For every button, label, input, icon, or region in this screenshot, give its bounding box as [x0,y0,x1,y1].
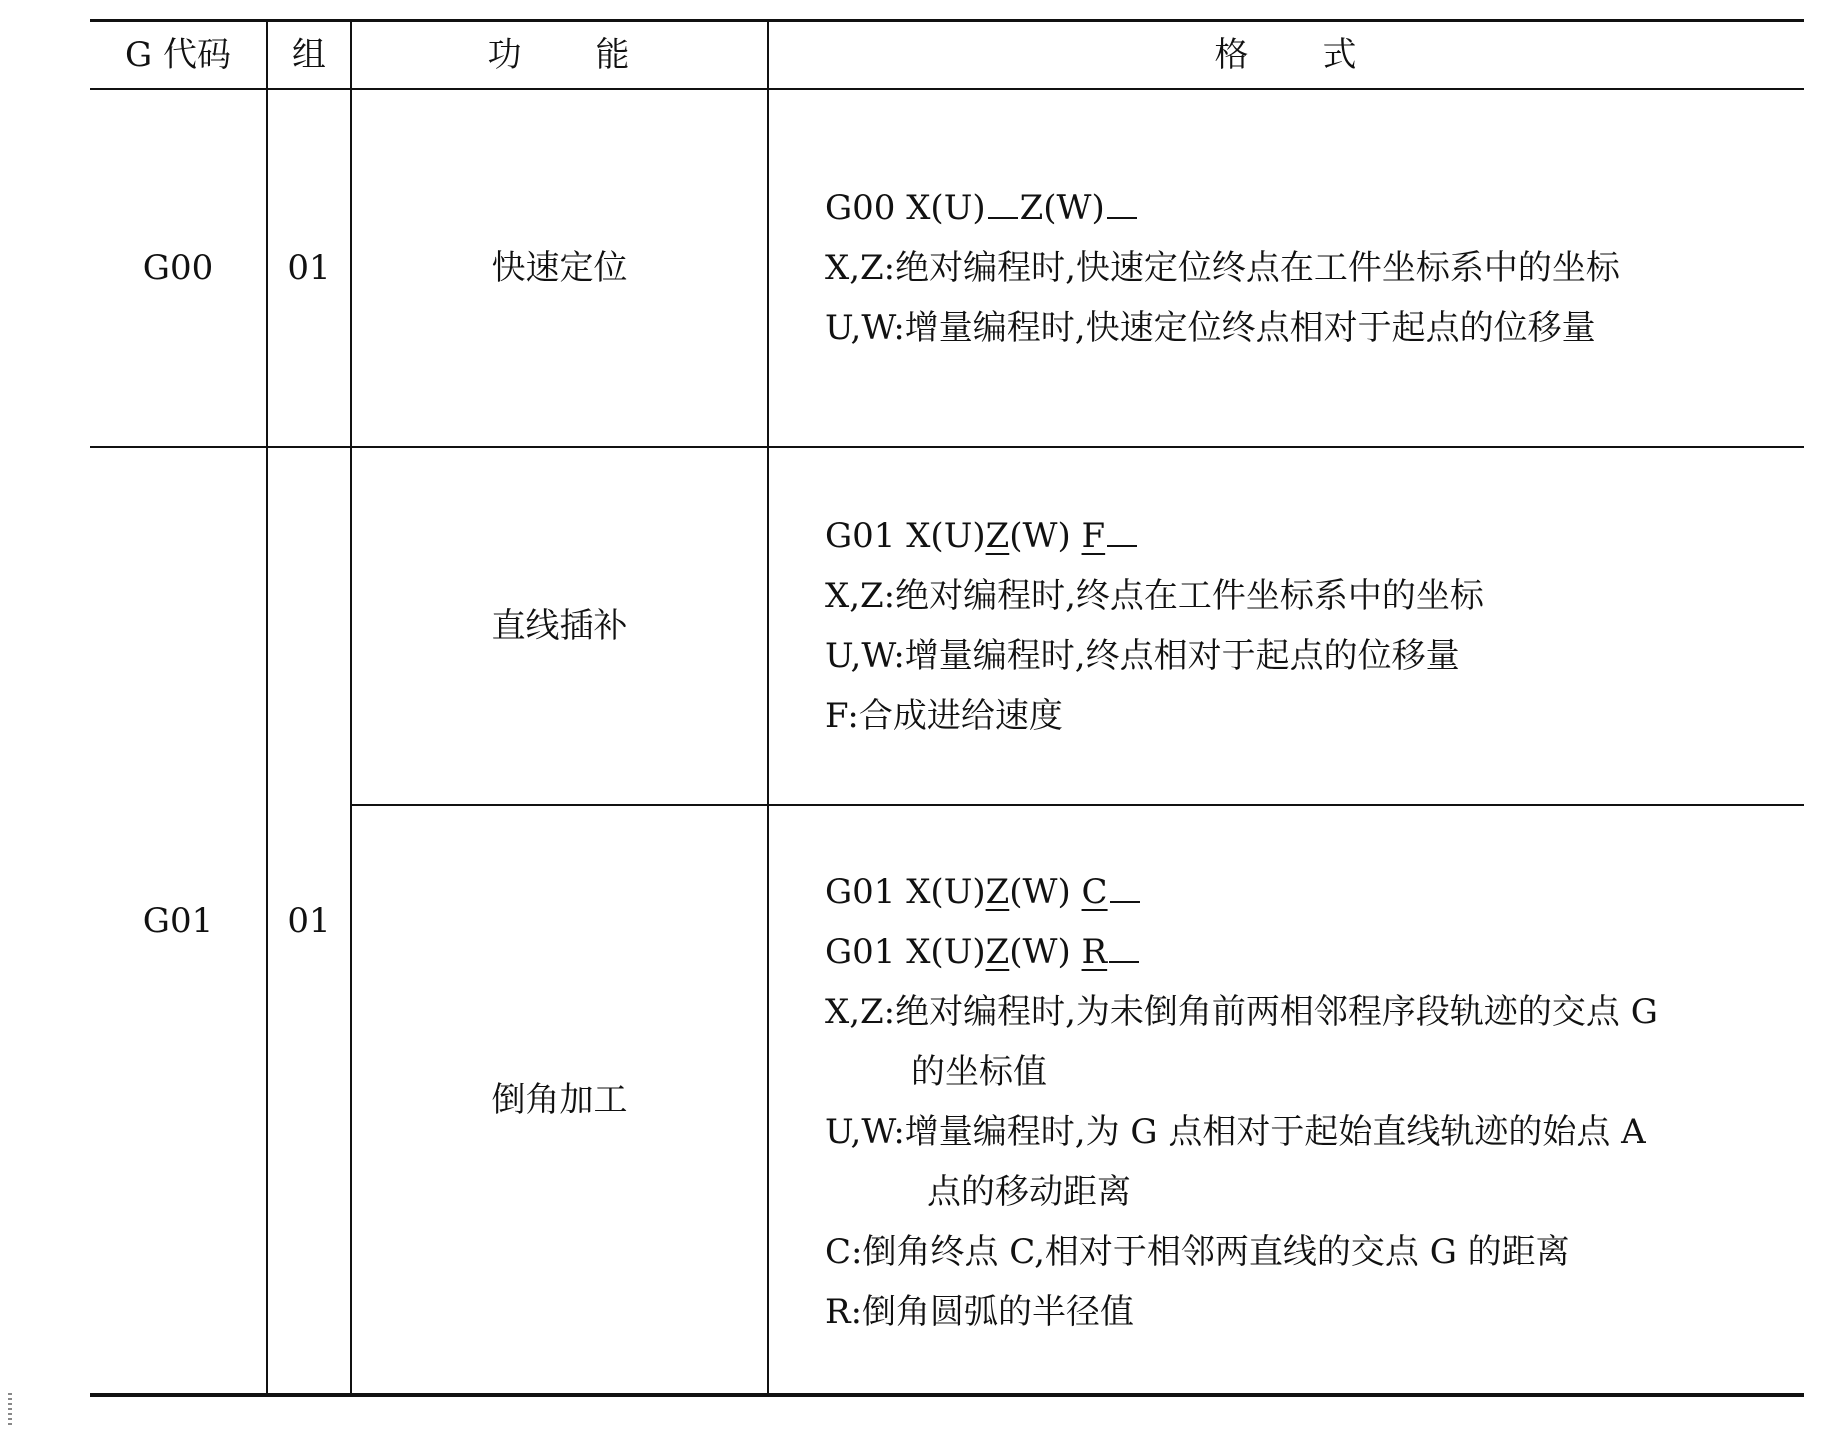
format-line [825,862,1658,922]
page-edge-mark [8,1393,12,1427]
format-text: G00 X(U) [825,188,986,228]
format-text: (W) [1009,872,1071,912]
blank-field [1107,517,1137,547]
g01-code: G01 [142,900,214,941]
format-line: R:倒角圆弧的半径值 [825,1292,1135,1332]
blank-field [988,189,1018,219]
g01-linear-format [825,506,1484,746]
format-line: X,Z:绝对编程时,终点在工件坐标系中的坐标 [825,576,1484,616]
blank-field [1109,933,1139,963]
format-text: Z [985,516,1010,556]
format-text: R [1081,932,1108,972]
header-format: 格 式 [1214,34,1359,75]
format-line: 的坐标值 [911,1052,1047,1092]
blank-field [1110,873,1140,903]
format-text: Z [985,872,1010,912]
g01-chamfer-format [825,862,1658,1342]
format-line: X,Z:绝对编程时,为未倒角前两相邻程序段轨迹的交点 G [825,992,1658,1032]
table-bottom-rule [90,1393,1804,1397]
format-text: C [1081,872,1108,912]
format-line: U,W:增量编程时,终点相对于起点的位移量 [825,636,1460,676]
format-text: G01 X(U) [825,516,986,556]
format-text: G01 X(U) [825,872,986,912]
blank-field [1107,189,1137,219]
column-divider-3 [767,19,769,1395]
format-text: F [1081,516,1106,556]
header-function: 功 能 [487,34,632,75]
gcode-table [90,19,1804,1397]
g00-function: 快速定位 [491,248,628,288]
format-text: Z(W) [1019,188,1105,228]
format-text: (W) [1009,516,1071,556]
g00-format [825,178,1620,358]
g01-linear-function: 直线插补 [491,606,628,646]
format-line [825,922,1658,982]
format-line: C:倒角终点 C,相对于相邻两直线的交点 G 的距离 [825,1232,1570,1272]
format-line [825,178,1620,238]
header-group: 组 [292,34,326,75]
format-line: F:合成进给速度 [825,696,1063,736]
format-text: Z [985,932,1010,972]
g00-code: G00 [142,248,214,288]
format-line: U,W:增量编程时,为 G 点相对于起始直线轨迹的始点 A [825,1112,1646,1152]
g01-chamfer-function: 倒角加工 [491,1079,628,1120]
header-code: G 代码 [125,34,231,75]
g01-group: 01 [287,900,331,941]
format-text: (W) [1009,932,1071,972]
g00-group: 01 [287,248,331,288]
format-line: 点的移动距离 [927,1172,1131,1212]
format-line: U,W:增量编程时,快速定位终点相对于起点的位移量 [825,308,1596,348]
format-text: G01 X(U) [825,932,986,972]
format-line [825,506,1484,566]
format-line: X,Z:绝对编程时,快速定位终点在工件坐标系中的坐标 [825,248,1620,288]
